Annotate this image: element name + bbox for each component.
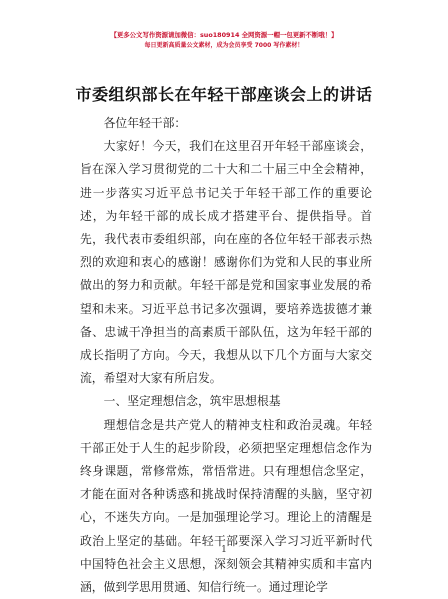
body-paragraph: 大家好！今天，我们在这里召开年轻干部座谈会，旨在深入学习贯彻党的二十大和二十届三中全会精神，进一步落实习近平总书记关于年轻干部工作的重要论述，为年轻干部的成长成才搭建平台、提供指导。首先，我代表市委组织部，向在座的各位年轻干部表示热烈的欢迎和衷心的感谢！感谢你们为党和人民的事业所做出的努力和贡献。年轻干部是党和国家事业发展的希望和未来。习近平总书记多次强调，要培养选拔德才兼备、忠诚干净担当的高素质干部队伍，这为年轻干部的成长指明了方向。今天，我想从以下几个方面与大家交流，希望对大家有所启发。 [80,139,372,386]
salutation: 各位年轻干部： [103,116,187,130]
section-heading: 一、坚定理想信念，筑牢思想根基 [103,394,281,409]
page-number: 1 [221,545,227,555]
promo-line-1: 【更多公文写作资源请加微信：suo180914 全网资源一帽一包更新不断哦！】 [110,31,338,39]
document-title: 市委组织部长在年轻干部座谈会上的讲话 [75,85,373,104]
document-body [80,112,372,599]
promo-header [0,30,448,51]
body-paragraph: 理想信念是共产党人的精神支柱和政治灵魂。年轻干部正处于人生的起步阶段，必须把坚定理想信念作为终身课题，常修常炼，常悟常进。只有理想信念坚定，才能在面对各种诱惑和挑战时保持清醒的头脑，坚守初心，不迷失方向。一是加强理论学习。理论上的清醒是政治上坚定的基础。年轻干部要深入学习习近平新时代中国特色社会主义思想，深刻领会其精神实质和丰富内涵，做到学思用贯通、知信行统一。通过理论学 [80,417,372,595]
promo-line-2: 每日更新高质量公文素材，成为会员享受 7000 写作素材！ [144,42,304,49]
